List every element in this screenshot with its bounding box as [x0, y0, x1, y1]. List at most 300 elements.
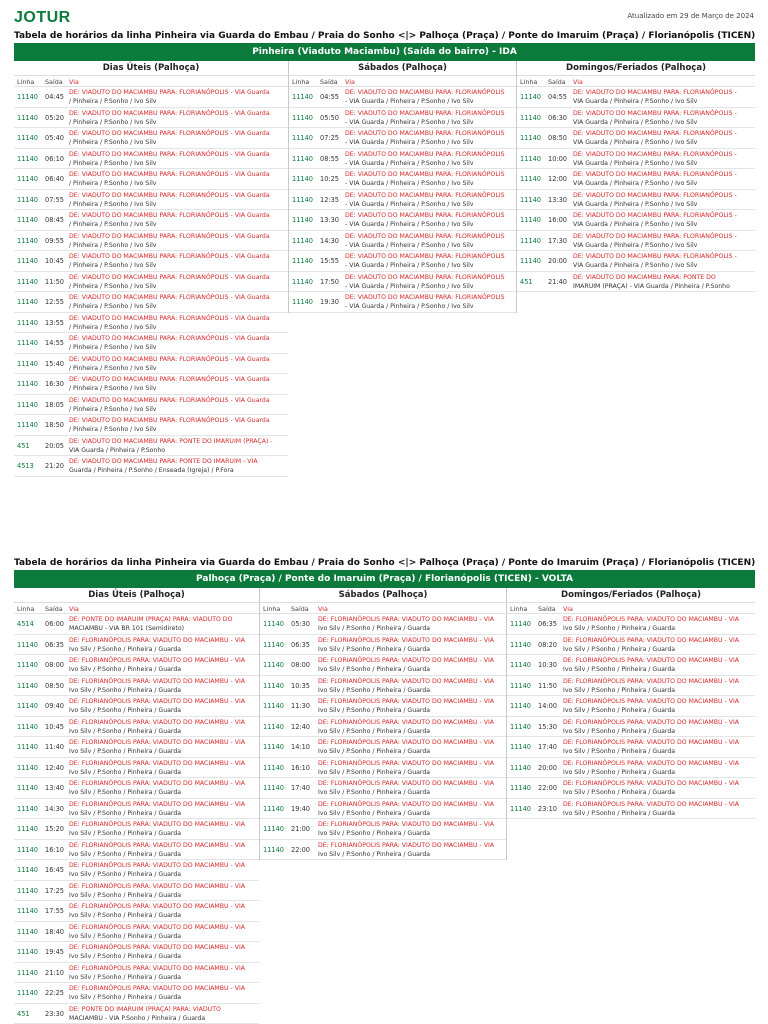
route-destination: DE: FLORIANÓPOLIS PARA: VIADUTO DO MACIAMBU - VIA: [69, 698, 246, 705]
route-stops: Ivo Silv / P.Sonho / Pinheira / Guarda: [69, 666, 182, 674]
route-stops: - VIA Guarda / Pinheira / P.Sonho / Ivo Silv: [345, 159, 474, 167]
direction-banner: Palhoça (Praça) / Ponte do Imaruim (Praça) / Florianópolis (TICEN) - VOLTA: [14, 570, 755, 588]
route-destination: DE: FLORIANÓPOLIS PARA: VIADUTO DO MACIAMBU - VIA: [69, 882, 246, 890]
jotur-logo: JOTUR: [14, 9, 71, 26]
route-via: [69, 984, 257, 1003]
departure-time: 19:30: [320, 298, 340, 306]
route-destination: DE: VIADUTO DO MACIAMBU PARA: FLORIANÓPOLIS: [345, 171, 505, 178]
route-destination: DE: VIADUTO DO MACIAMBU PARA: FLORIANÓPOLIS - VIA Guarda: [69, 89, 270, 96]
departure-time: 20:00: [548, 257, 568, 265]
day-columns: [14, 588, 755, 1022]
table-row: [507, 758, 755, 779]
line-number: 11140: [17, 702, 38, 710]
table-header: [14, 603, 259, 614]
line-number: 11140: [17, 113, 38, 122]
line-number: 11140: [17, 722, 38, 731]
route-via: [318, 718, 504, 737]
table-row: [260, 737, 506, 758]
table-row: [517, 149, 755, 170]
departure-time: 15:30: [538, 722, 558, 731]
route-stops: Ivo Silv / P.Sonho / Pinheira / Guarda: [318, 625, 431, 633]
route-destination: DE: PONTE DO IMARUIM (PRAÇA) PARA: VIADUTO DO: [69, 616, 233, 623]
table-row: [507, 778, 755, 799]
departure-time: 21:20: [45, 462, 65, 470]
line-number: 11140: [292, 257, 313, 265]
table-row: [507, 696, 755, 717]
route-stops: Ivo Silv / P.Sonho / Pinheira / Guarda: [69, 973, 182, 981]
line-number: 11140: [17, 236, 38, 245]
departure-time: 18:05: [45, 400, 65, 409]
route-stops: / Pinheira / P.Sonho / Ivo Silv: [69, 118, 157, 126]
table-row: [14, 901, 259, 922]
line-number: 11140: [17, 825, 38, 833]
route-stops: Ivo Silv / P.Sonho / Pinheira / Guarda: [69, 768, 182, 776]
line-number: 11140: [510, 784, 531, 792]
line-number: 11140: [17, 804, 38, 813]
route-via: [318, 615, 504, 634]
departure-time: 11:50: [45, 277, 65, 286]
route-stops: Ivo Silv / P.Sonho / Pinheira / Guarda: [318, 830, 431, 838]
route-destination: DE: VIADUTO DO MACIAMBU PARA: FLORIANÓPOLIS -: [573, 212, 737, 219]
day-column-title: Sábados (Palhoça): [289, 61, 516, 76]
line-number: 11140: [292, 298, 313, 306]
direction-banner: Pinheira (Viaduto Maciambu) (Saída do bairro) - IDA: [14, 43, 755, 61]
route-stops: Ivo Silv / P.Sonho / Pinheira / Guarda: [318, 666, 431, 674]
table-row: [14, 614, 259, 635]
line-number: 11140: [17, 400, 38, 409]
table-row: [14, 169, 288, 190]
table-row: [14, 696, 259, 717]
table-row: [517, 128, 755, 149]
route-via: [318, 759, 504, 778]
line-number: 11140: [17, 318, 38, 327]
route-via: [69, 109, 286, 128]
departure-time: 11:40: [45, 743, 65, 751]
table-row: [507, 614, 755, 635]
table-row: [289, 251, 516, 272]
route-destination: DE: VIADUTO DO MACIAMBU PARA: FLORIANÓPOLIS - VIA Guarda: [69, 355, 270, 363]
route-destination: DE: VIADUTO DO MACIAMBU PARA: FLORIANÓPOLIS -: [573, 89, 737, 96]
route-destination: DE: FLORIANÓPOLIS PARA: VIADUTO DO MACIAMBU - VIA: [563, 739, 740, 746]
route-destination: DE: FLORIANÓPOLIS PARA: VIADUTO DO MACIAMBU - VIA: [69, 759, 246, 767]
line-number: 11140: [17, 866, 38, 874]
route-via: [69, 416, 286, 435]
line-number: 11140: [520, 257, 541, 265]
route-via: [563, 800, 753, 819]
route-stops: Ivo Silv / P.Sonho / Pinheira / Guarda: [318, 707, 431, 715]
route-destination: DE: VIADUTO DO MACIAMBU PARA: FLORIANÓPOLIS: [345, 273, 505, 281]
departure-time: 17:40: [538, 743, 558, 751]
table-row: [14, 860, 259, 881]
route-via: [69, 375, 286, 394]
route-via: [563, 759, 753, 778]
line-number: 11140: [292, 134, 313, 142]
day-column-title: Dias Úteis (Palhoça): [14, 588, 259, 603]
departure-time: 08:50: [548, 134, 568, 142]
table-row: [289, 231, 516, 252]
departure-time: 13:40: [45, 784, 65, 792]
route-stops: VIA Guarda / Pinheira / P.Sonho: [69, 446, 166, 454]
route-destination: DE: VIADUTO DO MACIAMBU PARA: FLORIANÓPOLIS - VIA Guarda: [69, 212, 270, 219]
route-stops: VIA Guarda / Pinheira / P.Sonho / Ivo Silv: [573, 159, 698, 167]
table-row: [14, 840, 259, 861]
column-header-saida: Saída: [538, 605, 556, 613]
route-stops: Ivo Silv / P.Sonho / Pinheira / Guarda: [69, 912, 182, 920]
table-row: [260, 799, 506, 820]
day-columns: [14, 61, 755, 475]
column-header-via: Via: [345, 78, 355, 86]
line-number: 11140: [510, 661, 531, 669]
table-header: [517, 76, 755, 87]
route-stops: IMARUIM (PRAÇA) - VIA Guarda / Pinheira / P.Sonho: [573, 282, 730, 290]
line-number: 11140: [292, 154, 313, 163]
line-number: 11140: [17, 298, 38, 306]
line-number: 11140: [17, 175, 38, 183]
route-destination: DE: VIADUTO DO MACIAMBU PARA: FLORIANÓPOLIS -: [573, 232, 737, 240]
table-row: [260, 696, 506, 717]
table-row: [14, 149, 288, 170]
route-via: [69, 273, 286, 292]
departure-time: 12:35: [320, 195, 340, 204]
table-row: [517, 87, 755, 108]
table-row: [260, 614, 506, 635]
day-column: [14, 61, 288, 477]
route-via: [345, 129, 514, 148]
route-via: [69, 314, 286, 333]
line-number: 11140: [263, 845, 284, 854]
departure-time: 16:00: [548, 216, 568, 224]
route-stops: / Pinheira / P.Sonho / Ivo Silv: [69, 385, 157, 393]
route-destination: DE: FLORIANÓPOLIS PARA: VIADUTO DO MACIAMBU - VIA: [563, 657, 740, 664]
route-stops: Ivo Silv / P.Sonho / Pinheira / Guarda: [318, 850, 431, 858]
route-via: [318, 677, 504, 696]
route-via: [69, 779, 257, 798]
route-stops: - VIA Guarda / Pinheira / P.Sonho / Ivo Silv: [345, 118, 474, 126]
departure-time: 12:55: [45, 298, 65, 306]
route-via: [563, 779, 753, 798]
route-stops: Ivo Silv / P.Sonho / Pinheira / Guarda: [563, 748, 676, 756]
column-header-via: Via: [563, 605, 573, 613]
route-destination: DE: PONTE DO IMARUIM (PRAÇA) PARA: VIADUTO: [69, 1005, 221, 1013]
departure-time: 06:00: [45, 620, 65, 628]
route-destination: DE: FLORIANÓPOLIS PARA: VIADUTO DO MACIAMBU - VIA: [563, 780, 740, 787]
line-number: 11140: [520, 93, 541, 101]
departure-time: 08:45: [45, 216, 65, 224]
departure-time: 17:50: [320, 277, 340, 286]
page-header: [14, 8, 754, 30]
route-via: [69, 820, 257, 839]
route-destination: DE: FLORIANÓPOLIS PARA: VIADUTO DO MACIAMBU - VIA: [318, 616, 495, 623]
route-destination: DE: VIADUTO DO MACIAMBU PARA: FLORIANÓPOLIS - VIA Guarda: [69, 171, 270, 178]
route-stops: MACIAMBU - VIA BR 101 (Semidireto): [69, 625, 185, 633]
route-destination: DE: FLORIANÓPOLIS PARA: VIADUTO DO MACIAMBU - VIA: [318, 821, 495, 828]
departure-time: 15:40: [45, 359, 65, 368]
table-row: [14, 717, 259, 738]
route-destination: DE: VIADUTO DO MACIAMBU PARA: FLORIANÓPOLIS - VIA Guarda: [69, 294, 270, 301]
route-destination: DE: FLORIANÓPOLIS PARA: VIADUTO DO MACIAMBU - VIA: [69, 636, 246, 644]
departure-time: 05:30: [291, 620, 311, 628]
route-destination: DE: VIADUTO DO MACIAMBU PARA: FLORIANÓPOLIS -: [573, 253, 737, 260]
route-via: [345, 273, 514, 292]
line-number: 4513: [17, 462, 34, 470]
departure-time: 04:45: [45, 93, 65, 101]
table-row: [260, 819, 506, 840]
line-number: 11140: [510, 743, 531, 751]
column-header-via: Via: [69, 605, 79, 613]
route-stops: Ivo Silv / P.Sonho / Pinheira / Guarda: [318, 727, 431, 735]
route-destination: DE: FLORIANÓPOLIS PARA: VIADUTO DO MACIAMBU - VIA: [69, 944, 246, 951]
route-via: [69, 759, 257, 778]
departure-time: 17:30: [548, 236, 568, 245]
table-row: [14, 922, 259, 943]
table-row: [14, 354, 288, 375]
route-destination: DE: VIADUTO DO MACIAMBU PARA: FLORIANÓPOLIS -: [573, 150, 737, 158]
route-destination: DE: FLORIANÓPOLIS PARA: VIADUTO DO MACIAMBU - VIA: [318, 739, 495, 746]
column-header-linha: Linha: [17, 605, 35, 613]
route-destination: DE: VIADUTO DO MACIAMBU PARA: FLORIANÓPOLIS - VIA Guarda: [69, 273, 270, 281]
route-via: [573, 129, 753, 148]
line-number: 11140: [17, 134, 38, 142]
table-row: [507, 737, 755, 758]
departure-time: 06:35: [538, 620, 558, 628]
table-row: [14, 292, 288, 313]
route-destination: DE: FLORIANÓPOLIS PARA: VIADUTO DO MACIAMBU - VIA: [69, 800, 246, 808]
route-via: [563, 697, 753, 716]
line-number: 11140: [17, 640, 38, 649]
route-destination: DE: FLORIANÓPOLIS PARA: VIADUTO DO MACIAMBU - VIA: [563, 800, 740, 808]
column-header-via: Via: [69, 78, 79, 86]
route-via: [563, 656, 753, 675]
table-row: [14, 819, 259, 840]
line-number: 11140: [17, 927, 38, 936]
line-number: 11140: [17, 743, 38, 751]
route-via: [69, 457, 286, 476]
route-destination: DE: VIADUTO DO MACIAMBU PARA: FLORIANÓPOLIS: [345, 150, 505, 158]
route-stops: Ivo Silv / P.Sonho / Pinheira / Guarda: [69, 748, 182, 756]
route-via: [573, 170, 753, 189]
line-number: 451: [17, 441, 30, 450]
route-stops: - VIA Guarda / Pinheira / P.Sonho / Ivo Silv: [345, 98, 474, 106]
column-header-linha: Linha: [263, 605, 281, 613]
table-row: [517, 169, 755, 190]
line-number: 4514: [17, 620, 34, 628]
route-stops: / Pinheira / P.Sonho / Ivo Silv: [69, 139, 157, 147]
line-number: 11140: [263, 661, 284, 669]
table-row: [14, 251, 288, 272]
route-stops: / Pinheira / P.Sonho / Ivo Silv: [69, 159, 157, 167]
column-header-saida: Saída: [291, 605, 309, 613]
departure-time: 16:10: [291, 763, 311, 772]
route-destination: DE: FLORIANÓPOLIS PARA: VIADUTO DO MACIAMBU - VIA: [563, 677, 740, 685]
column-header-linha: Linha: [510, 605, 528, 613]
route-via: [69, 964, 257, 983]
line-number: 11140: [263, 763, 284, 772]
departure-time: 19:40: [291, 804, 311, 813]
route-via: [318, 636, 504, 655]
departure-time: 20:05: [45, 441, 65, 450]
route-via: [69, 738, 257, 757]
route-stops: - VIA Guarda / Pinheira / P.Sonho / Ivo Silv: [345, 139, 474, 147]
departure-time: 15:55: [320, 257, 340, 265]
route-stops: MACIAMBU - VIA P.Sonho / Pinheira / Guarda: [69, 1014, 206, 1022]
timetable-volta: [14, 556, 755, 1022]
line-number: 11140: [17, 968, 38, 977]
table-row: [517, 272, 755, 293]
line-number: 11140: [263, 784, 284, 792]
route-stops: / Pinheira / P.Sonho / Ivo Silv: [69, 221, 157, 229]
table-row: [14, 272, 288, 293]
table-row: [14, 108, 288, 129]
line-number: 11140: [263, 804, 284, 813]
line-number: 11140: [263, 640, 284, 649]
departure-time: 10:35: [291, 681, 311, 690]
route-destination: DE: VIADUTO DO MACIAMBU PARA: FLORIANÓPOLIS - VIA Guarda: [69, 335, 270, 342]
route-stops: Ivo Silv / P.Sonho / Pinheira / Guarda: [318, 686, 431, 694]
table-row: [14, 778, 259, 799]
route-destination: DE: VIADUTO DO MACIAMBU PARA: FLORIANÓPOLIS - VIA Guarda: [69, 191, 270, 199]
route-via: [318, 656, 504, 675]
departure-time: 08:55: [320, 154, 340, 163]
departure-time: 06:35: [45, 640, 65, 649]
route-via: [69, 1005, 257, 1024]
route-stops: - VIA Guarda / Pinheira / P.Sonho / Ivo Silv: [345, 241, 474, 249]
route-destination: DE: VIADUTO DO MACIAMBU PARA: FLORIANÓPOLIS: [345, 191, 505, 199]
table-row: [289, 210, 516, 231]
departure-time: 16:45: [45, 866, 65, 874]
route-destination: DE: VIADUTO DO MACIAMBU PARA: FLORIANÓPOLIS: [345, 109, 505, 117]
section-title: Tabela de horários da linha Pinheira via Guarda do Embau / Praia do Sonho <|> Palhoça (Praça) / Ponte do Imaruim (Praça) / Florianópolis (TICEN): [14, 558, 755, 568]
table-header: [507, 603, 755, 614]
route-via: [69, 943, 257, 962]
table-row: [14, 374, 288, 395]
route-stops: VIA Guarda / Pinheira / P.Sonho / Ivo Silv: [573, 200, 698, 208]
table-row: [14, 983, 259, 1004]
table-row: [260, 655, 506, 676]
route-via: [69, 677, 257, 696]
line-number: 11140: [520, 195, 541, 204]
day-column-title: Dias Úteis (Palhoça): [14, 61, 288, 76]
route-stops: / Pinheira / P.Sonho / Ivo Silv: [69, 200, 157, 208]
route-stops: Ivo Silv / P.Sonho / Pinheira / Guarda: [69, 953, 182, 961]
departure-time: 10:00: [548, 154, 568, 163]
route-destination: DE: FLORIANÓPOLIS PARA: VIADUTO DO MACIAMBU - VIA: [318, 759, 495, 767]
departure-time: 18:40: [45, 927, 65, 936]
column-header-saida: Saída: [45, 78, 63, 86]
route-stops: Ivo Silv / P.Sonho / Pinheira / Guarda: [69, 686, 182, 694]
route-destination: DE: FLORIANÓPOLIS PARA: VIADUTO DO MACIAMBU - VIA: [318, 636, 495, 644]
departure-time: 14:30: [45, 804, 65, 813]
line-number: 11140: [520, 154, 541, 163]
route-via: [563, 738, 753, 757]
route-via: [345, 211, 514, 230]
day-column: [259, 588, 507, 860]
route-stops: - VIA Guarda / Pinheira / P.Sonho / Ivo Silv: [345, 262, 474, 270]
route-via: [573, 273, 753, 292]
route-via: [69, 211, 286, 230]
route-destination: DE: VIADUTO DO MACIAMBU PARA: FLORIANÓPOLIS: [345, 294, 505, 301]
line-number: 11140: [510, 620, 531, 628]
table-row: [289, 149, 516, 170]
route-stops: VIA Guarda / Pinheira / P.Sonho / Ivo Silv: [573, 180, 698, 188]
table-row: [14, 635, 259, 656]
route-stops: - VIA Guarda / Pinheira / P.Sonho / Ivo Silv: [345, 200, 474, 208]
route-destination: DE: FLORIANÓPOLIS PARA: VIADUTO DO MACIAMBU - VIA: [69, 862, 246, 869]
route-via: [69, 902, 257, 921]
line-number: 11140: [17, 845, 38, 854]
table-row: [507, 635, 755, 656]
route-via: [318, 697, 504, 716]
departure-time: 04:55: [548, 93, 568, 101]
route-destination: DE: FLORIANÓPOLIS PARA: VIADUTO DO MACIAMBU - VIA: [563, 698, 740, 705]
line-number: 11140: [292, 236, 313, 245]
route-via: [563, 677, 753, 696]
route-via: [69, 697, 257, 716]
table-row: [14, 456, 288, 477]
column-header-saida: Saída: [548, 78, 566, 86]
table-row: [289, 190, 516, 211]
line-number: 11140: [520, 216, 541, 224]
day-column: [507, 588, 755, 819]
line-number: 451: [17, 1009, 30, 1018]
route-stops: / Pinheira / P.Sonho / Ivo Silv: [69, 262, 157, 270]
route-stops: Ivo Silv / P.Sonho / Pinheira / Guarda: [69, 645, 182, 653]
day-column: [288, 61, 517, 313]
departure-time: 14:00: [538, 702, 558, 710]
route-stops: Ivo Silv / P.Sonho / Pinheira / Guarda: [563, 768, 676, 776]
route-destination: DE: VIADUTO DO MACIAMBU PARA: FLORIANÓPOLIS: [345, 212, 505, 219]
table-row: [260, 778, 506, 799]
departure-time: 23:10: [538, 804, 558, 813]
line-number: 11140: [263, 722, 284, 731]
route-destination: DE: VIADUTO DO MACIAMBU PARA: FLORIANÓPOLIS - VIA Guarda: [69, 417, 270, 424]
route-via: [573, 150, 753, 169]
route-destination: DE: FLORIANÓPOLIS PARA: VIADUTO DO MACIAMBU - VIA: [563, 718, 740, 726]
line-number: 11140: [17, 339, 38, 347]
route-destination: DE: VIADUTO DO MACIAMBU PARA: PONTE DO IMARUIM (PRAÇA) -: [69, 437, 273, 445]
line-number: 11140: [17, 195, 38, 204]
route-via: [69, 170, 286, 189]
route-via: [318, 738, 504, 757]
line-number: 11140: [17, 784, 38, 792]
day-column: [14, 588, 259, 1024]
line-number: 11140: [17, 989, 38, 997]
departure-time: 23:30: [45, 1009, 65, 1018]
route-via: [345, 170, 514, 189]
route-via: [69, 800, 257, 819]
column-header-via: Via: [573, 78, 583, 86]
route-stops: / Pinheira / P.Sonho / Ivo Silv: [69, 241, 157, 249]
route-destination: DE: FLORIANÓPOLIS PARA: VIADUTO DO MACIAMBU - VIA: [318, 657, 495, 664]
line-number: 11140: [520, 236, 541, 245]
table-row: [289, 272, 516, 293]
route-stops: Ivo Silv / P.Sonho / Pinheira / Guarda: [318, 809, 431, 817]
table-row: [289, 169, 516, 190]
route-stops: - VIA Guarda / Pinheira / P.Sonho / Ivo Silv: [345, 303, 474, 311]
departure-time: 08:20: [538, 640, 558, 649]
line-number: 11140: [17, 359, 38, 368]
route-stops: VIA Guarda / Pinheira / P.Sonho / Ivo Silv: [573, 221, 698, 229]
route-stops: Ivo Silv / P.Sonho / Pinheira / Guarda: [69, 850, 182, 858]
route-stops: VIA Guarda / Pinheira / P.Sonho / Ivo Silv: [573, 262, 698, 270]
table-row: [14, 87, 288, 108]
departure-time: 08:50: [45, 681, 65, 690]
departure-time: 17:25: [45, 886, 65, 895]
line-number: 11140: [17, 886, 38, 895]
route-destination: DE: FLORIANÓPOLIS PARA: VIADUTO DO MACIAMBU - VIA: [69, 985, 246, 992]
route-via: [573, 232, 753, 251]
route-destination: DE: VIADUTO DO MACIAMBU PARA: FLORIANÓPOLIS: [345, 253, 505, 260]
route-destination: DE: FLORIANÓPOLIS PARA: VIADUTO DO MACIAMBU - VIA: [563, 636, 740, 644]
